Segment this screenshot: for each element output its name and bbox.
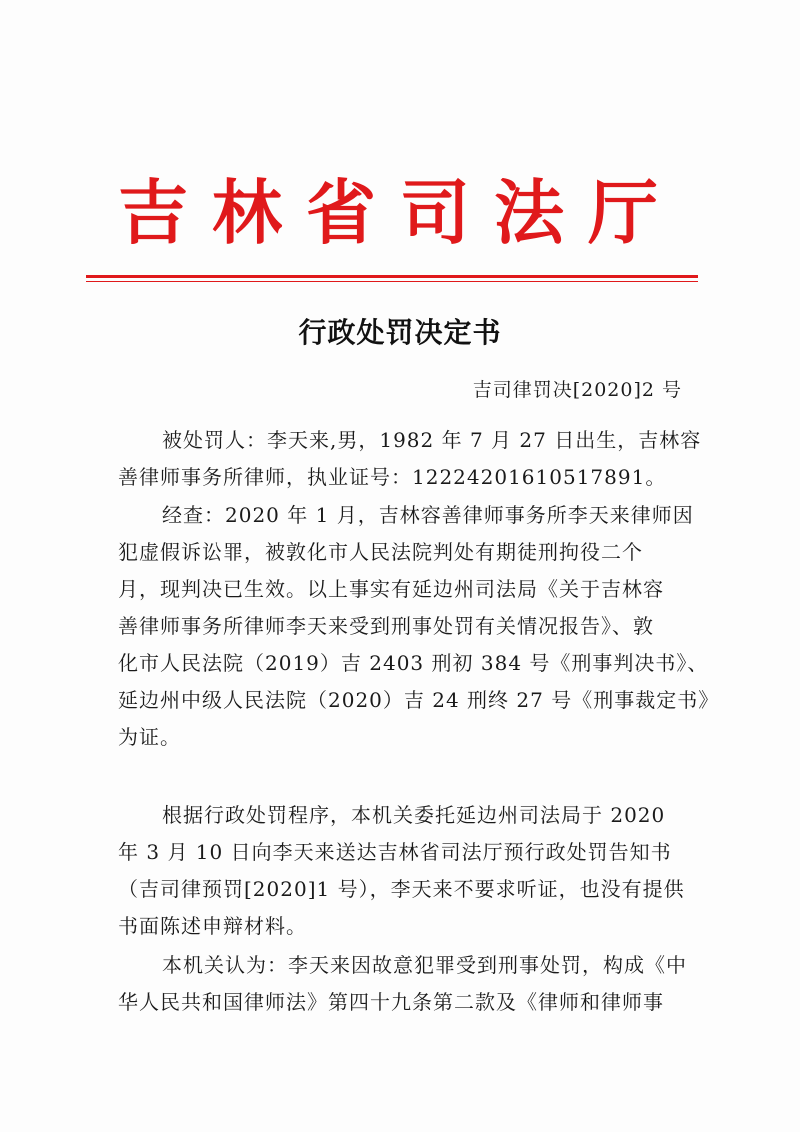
paragraph-line: 经查：2020 年 1 月，吉林容善律师事务所李天来律师因 <box>162 503 694 527</box>
paragraph-line: 为证。 <box>118 725 181 749</box>
paragraph-line: 本机关认为：李天来因故意犯罪受到刑事处罚，构成《中 <box>162 953 687 977</box>
paragraph-line: 华人民共和国律师法》第四十九条第二款及《律师和律师事 <box>118 990 664 1014</box>
paragraph-line: 善律师事务所律师，执业证号：12224201610517891。 <box>118 465 667 489</box>
paragraph-line: 书面陈述申辩材料。 <box>118 914 307 938</box>
paragraph-conclusion <box>118 947 687 1021</box>
paragraph-line: 犯虚假诉讼罪，被敦化市人民法院判处有期徒刑拘役二个 <box>118 540 643 564</box>
paragraph-line: （吉司律预罚[2020]1 号），李天来不要求听证，也没有提供 <box>118 877 685 901</box>
paragraph-line: 根据行政处罚程序，本机关委托延边州司法局于 2020 <box>162 803 666 827</box>
paragraph-procedure <box>118 797 684 945</box>
red-header-rule-thin <box>86 281 698 282</box>
paragraph-line: 年 3 月 10 日向李天来送达吉林省司法厅预行政处罚告知书 <box>118 840 672 864</box>
paragraph-line: 月，现判决已生效。以上事实有延边州司法局《关于吉林容 <box>118 577 664 601</box>
document-number: 吉司律罚决[2020]2 号 <box>472 379 682 401</box>
document-title: 行政处罚决定书 <box>298 316 502 349</box>
paragraph-line: 被处罚人：李天来,男，1982 年 7 月 27 日出生，吉林容 <box>162 428 702 452</box>
paragraph-line: 善律师事务所律师李天来受到刑事处罚有关情况报告》、敦 <box>118 614 654 638</box>
paragraph-line: 化市人民法院（2019）吉 2403 刑初 384 号《刑事判决书》、 <box>118 651 709 675</box>
paragraph-respondent <box>118 422 702 496</box>
paragraph-findings <box>118 497 720 756</box>
paragraph-line: 延边州中级人民法院（2020）吉 24 刑终 27 号《刑事裁定书》 <box>118 688 720 712</box>
red-header-rule-thick <box>86 275 698 278</box>
issuing-authority-title: 吉林省司法厅 <box>118 171 682 254</box>
